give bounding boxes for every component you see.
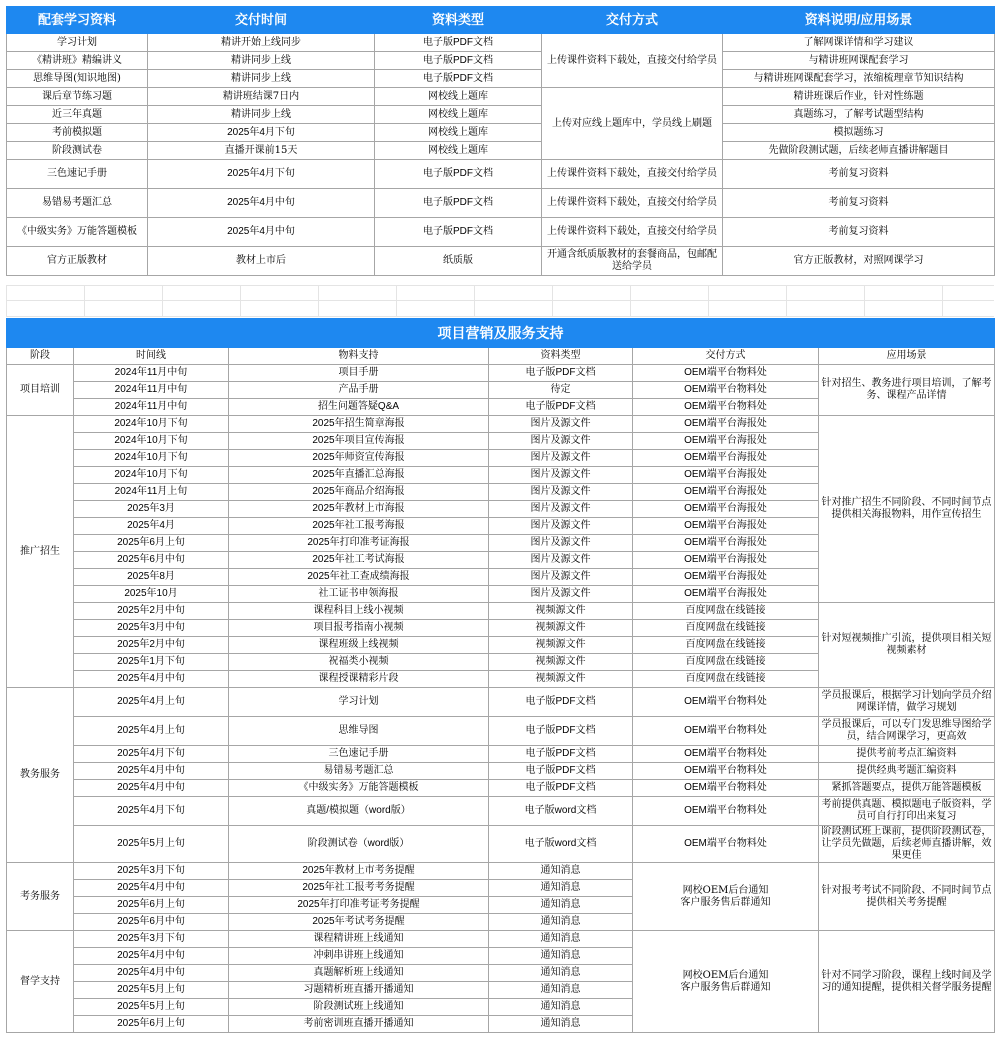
cell: 电子版PDF文档 — [375, 189, 542, 218]
cell: 精讲班课后作业，针对性练题 — [723, 88, 995, 106]
table-row — [7, 52, 995, 70]
cell: 2025年6月上旬 — [74, 1016, 229, 1033]
header-scenario: 应用场景 — [819, 348, 995, 365]
cell: OEM端平台海报处 — [633, 535, 819, 552]
cell: 针对不同学习阶段，课程上线时间及学习的通知提醒，提供相关督学服务提醒 — [819, 931, 995, 1033]
cell: OEM端平台物料处 — [633, 780, 819, 797]
study-materials-table — [6, 6, 995, 276]
cell: 2024年10月下旬 — [74, 467, 229, 484]
cell: OEM端平台物料处 — [633, 399, 819, 416]
cell: 2025年6月中旬 — [74, 552, 229, 569]
table-row — [7, 746, 995, 763]
cell: 针对短视频推广引流，提供项目相关短视频素材 — [819, 603, 995, 688]
cell: 2025年打印准考证海报 — [229, 535, 489, 552]
cell: 2025年4月中旬 — [74, 880, 229, 897]
cell: 电子版word文档 — [489, 826, 633, 863]
cell: 项目报考指南小视频 — [229, 620, 489, 637]
cell: 精讲同步上线 — [148, 106, 375, 124]
cell: 视频源文件 — [489, 654, 633, 671]
cell: 百度网盘在线链接 — [633, 620, 819, 637]
cell: 2025年10月 — [74, 586, 229, 603]
cell: 教材上市后 — [148, 247, 375, 276]
cell: 2025年4月下旬 — [148, 160, 375, 189]
cell: OEM端平台海报处 — [633, 433, 819, 450]
cell: 阶段测试班上课前，提供阶段测试卷，让学员先做题，后续老师直播讲解，效果更佳 — [819, 826, 995, 863]
cell: 提供考前考点汇编资料 — [819, 746, 995, 763]
cell: OEM端平台物料处 — [633, 717, 819, 746]
cell: 精讲同步上线 — [148, 70, 375, 88]
cell: 通知消息 — [489, 1016, 633, 1033]
cell: 2025年4月下旬 — [74, 797, 229, 826]
header-materials: 配套学习资料 — [7, 7, 148, 34]
cell: 2025年社工报考考务提醒 — [229, 880, 489, 897]
cell: 项目手册 — [229, 365, 489, 382]
cell: 习题精析班直播开播通知 — [229, 982, 489, 999]
table-row — [7, 416, 995, 433]
table-row — [7, 142, 995, 160]
cell: 上传课件资料下载处，直接交付给学员 — [542, 218, 723, 247]
cell: 2025年4月上旬 — [74, 717, 229, 746]
cell: 2025年师资宣传海报 — [229, 450, 489, 467]
cell: 2025年项目宣传海报 — [229, 433, 489, 450]
cell: OEM端平台物料处 — [633, 365, 819, 382]
cell: 2025年3月下旬 — [74, 863, 229, 880]
table-row — [7, 365, 995, 382]
table-row — [7, 70, 995, 88]
cell: 通知消息 — [489, 863, 633, 880]
cell: 2025年6月中旬 — [74, 914, 229, 931]
cell: 2025年直播汇总海报 — [229, 467, 489, 484]
cell: 《中级实务》万能答题模板 — [7, 218, 148, 247]
cell: 图片及源文件 — [489, 518, 633, 535]
cell: 2025年6月上旬 — [74, 897, 229, 914]
cell: 上传课件资料下载处，直接交付给学员 — [542, 189, 723, 218]
cell: 易错易考题汇总 — [229, 763, 489, 780]
cell: 教务服务 — [7, 688, 74, 863]
table-row — [7, 717, 995, 746]
cell: 网校线上题库 — [375, 142, 542, 160]
cell: 《中级实务》万能答题模板 — [229, 780, 489, 797]
cell: 考前提供真题、模拟题电子版资料，学员可自行打印出来复习 — [819, 797, 995, 826]
cell: 图片及源文件 — [489, 416, 633, 433]
table-row — [7, 603, 995, 620]
cell: 2025年4月 — [74, 518, 229, 535]
table-row — [7, 797, 995, 826]
cell: 针对推广招生不同阶段、不同时间节点提供相关海报物料，用作宣传招生 — [819, 416, 995, 603]
cell: 课程精讲班上线通知 — [229, 931, 489, 948]
cell: 与精讲班网课配套学习 — [723, 52, 995, 70]
header-material-type: 资料类型 — [489, 348, 633, 365]
cell: 电子版word文档 — [489, 797, 633, 826]
cell: 电子版PDF文档 — [489, 717, 633, 746]
cell: 图片及源文件 — [489, 450, 633, 467]
cell: 图片及源文件 — [489, 484, 633, 501]
cell: 上传课件资料下载处，直接交付给学员 — [542, 160, 723, 189]
cell: 2025年4月中旬 — [148, 189, 375, 218]
table-row — [7, 688, 995, 717]
cell: OEM端平台海报处 — [633, 416, 819, 433]
cell: OEM端平台海报处 — [633, 586, 819, 603]
cell: 易错易考题汇总 — [7, 189, 148, 218]
table-row — [7, 218, 995, 247]
cell: 2025年4月中旬 — [74, 780, 229, 797]
cell: 网校OEM后台通知 客户服务售后群通知 — [633, 863, 819, 931]
cell: 三色速记手册 — [7, 160, 148, 189]
cell: 三色速记手册 — [229, 746, 489, 763]
cell: 2025年4月下旬 — [148, 124, 375, 142]
cell: 考前复习资料 — [723, 189, 995, 218]
cell: 电子版PDF文档 — [489, 780, 633, 797]
cell: 先做阶段测试题，后续老师直播讲解题目 — [723, 142, 995, 160]
cell: 通知消息 — [489, 914, 633, 931]
cell: 官方正版教材，对照网课学习 — [723, 247, 995, 276]
cell: 2025年教材上市海报 — [229, 501, 489, 518]
cell: 2025年考试考务提醒 — [229, 914, 489, 931]
cell: 思维导图 — [229, 717, 489, 746]
cell: 电子版PDF文档 — [375, 160, 542, 189]
cell: 考前复习资料 — [723, 160, 995, 189]
table-row — [7, 826, 995, 863]
cell: 紧抓答题要点，提供万能答题模板 — [819, 780, 995, 797]
table-row — [7, 160, 995, 189]
cell: 网校线上题库 — [375, 124, 542, 142]
cell: 推广招生 — [7, 416, 74, 688]
table-row — [7, 863, 995, 880]
cell: 电子版PDF文档 — [375, 34, 542, 52]
cell: 网校线上题库 — [375, 106, 542, 124]
cell: 直播开课前15天 — [148, 142, 375, 160]
cell: 学习计划 — [7, 34, 148, 52]
header-description: 资料说明/应用场景 — [723, 7, 995, 34]
cell: 2025年2月中旬 — [74, 637, 229, 654]
table-header-row — [7, 348, 995, 365]
cell: 开通含纸质版教材的套餐商品，包邮配送给学员 — [542, 247, 723, 276]
cell: OEM端平台海报处 — [633, 450, 819, 467]
cell: 电子版PDF文档 — [489, 746, 633, 763]
cell: OEM端平台物料处 — [633, 746, 819, 763]
cell: 图片及源文件 — [489, 586, 633, 603]
table-row — [7, 763, 995, 780]
cell: 2025年教材上市考务提醒 — [229, 863, 489, 880]
cell: OEM端平台物料处 — [633, 797, 819, 826]
cell: 2025年社工考试海报 — [229, 552, 489, 569]
cell: 2025年3月中旬 — [74, 620, 229, 637]
cell: 课后章节练习题 — [7, 88, 148, 106]
cell: OEM端平台海报处 — [633, 484, 819, 501]
cell: 2024年11月中旬 — [74, 365, 229, 382]
cell: OEM端平台海报处 — [633, 569, 819, 586]
cell: 与精讲班网课配套学习，浓缩梳理章节知识结构 — [723, 70, 995, 88]
cell: 针对招生、教务进行项目培训，了解考务、课程产品详情 — [819, 365, 995, 416]
cell: 百度网盘在线链接 — [633, 654, 819, 671]
cell: 课程班级上线视频 — [229, 637, 489, 654]
cell: 思维导图(知识地图) — [7, 70, 148, 88]
cell: 通知消息 — [489, 999, 633, 1016]
cell: 近三年真题 — [7, 106, 148, 124]
cell: 2025年4月中旬 — [74, 671, 229, 688]
cell: OEM端平台物料处 — [633, 688, 819, 717]
cell: 2024年10月下旬 — [74, 433, 229, 450]
cell: 通知消息 — [489, 897, 633, 914]
cell: 视频源文件 — [489, 603, 633, 620]
cell: 视频源文件 — [489, 637, 633, 654]
cell: 电子版PDF文档 — [489, 688, 633, 717]
cell: 2025年5月上旬 — [74, 982, 229, 999]
table-row — [7, 247, 995, 276]
cell: 电子版PDF文档 — [375, 70, 542, 88]
cell: OEM端平台物料处 — [633, 382, 819, 399]
cell: 了解网课详情和学习建议 — [723, 34, 995, 52]
cell: 真题/模拟题（word版） — [229, 797, 489, 826]
cell: 纸质版 — [375, 247, 542, 276]
cell: 2025年5月上旬 — [74, 826, 229, 863]
header-material-type: 资料类型 — [375, 7, 542, 34]
cell: 2025年2月中旬 — [74, 603, 229, 620]
cell: 2025年3月 — [74, 501, 229, 518]
cell: 祝福类小视频 — [229, 654, 489, 671]
header-delivery-time: 交付时间 — [148, 7, 375, 34]
cell: 考前复习资料 — [723, 218, 995, 247]
header-timeline: 时间线 — [74, 348, 229, 365]
cell: 针对报考考试不同阶段、不同时间节点提供相关考务提醒 — [819, 863, 995, 931]
cell: 电子版PDF文档 — [375, 218, 542, 247]
cell: 2025年招生简章海报 — [229, 416, 489, 433]
cell: 项目培训 — [7, 365, 74, 416]
marketing-support-table — [6, 318, 995, 1033]
cell: 2025年5月上旬 — [74, 999, 229, 1016]
cell: 2024年11月上旬 — [74, 484, 229, 501]
cell: 真题解析班上线通知 — [229, 965, 489, 982]
cell: 提供经典考题汇编资料 — [819, 763, 995, 780]
cell: 产品手册 — [229, 382, 489, 399]
table-title-row — [7, 319, 995, 348]
cell: 学员报课后，根据学习计划向学员介绍网课详情，做学习规划 — [819, 688, 995, 717]
cell: 2024年10月下旬 — [74, 450, 229, 467]
cell: OEM端平台物料处 — [633, 763, 819, 780]
cell: 真题练习，了解考试题型结构 — [723, 106, 995, 124]
cell: 2025年4月中旬 — [74, 948, 229, 965]
cell: 2025年4月下旬 — [74, 746, 229, 763]
table-row — [7, 106, 995, 124]
table-row — [7, 189, 995, 218]
cell: 上传对应线上题库中，学员线上刷题 — [542, 88, 723, 160]
cell: OEM端平台海报处 — [633, 501, 819, 518]
cell: 图片及源文件 — [489, 569, 633, 586]
cell: 图片及源文件 — [489, 552, 633, 569]
header-delivery-method: 交付方式 — [633, 348, 819, 365]
cell: 上传课件资料下载处，直接交付给学员 — [542, 34, 723, 88]
table-row — [7, 34, 995, 52]
cell: 课程授课精彩片段 — [229, 671, 489, 688]
cell: 百度网盘在线链接 — [633, 603, 819, 620]
cell: 百度网盘在线链接 — [633, 637, 819, 654]
cell: 2025年4月中旬 — [148, 218, 375, 247]
cell: 视频源文件 — [489, 671, 633, 688]
cell: 阶段测试班上线通知 — [229, 999, 489, 1016]
cell: 官方正版教材 — [7, 247, 148, 276]
cell: 通知消息 — [489, 965, 633, 982]
cell: 《精讲班》精编讲义 — [7, 52, 148, 70]
cell: 网校线上题库 — [375, 88, 542, 106]
cell: 考前模拟题 — [7, 124, 148, 142]
cell: 通知消息 — [489, 948, 633, 965]
cell: 图片及源文件 — [489, 467, 633, 484]
cell: 2025年8月 — [74, 569, 229, 586]
cell: 电子版PDF文档 — [489, 399, 633, 416]
cell: 精讲开始上线同步 — [148, 34, 375, 52]
header-delivery-method: 交付方式 — [542, 7, 723, 34]
cell: 课程科目上线小视频 — [229, 603, 489, 620]
cell: 冲刺串讲班上线通知 — [229, 948, 489, 965]
cell: 通知消息 — [489, 880, 633, 897]
table-row — [7, 780, 995, 797]
cell: 精讲班结课7日内 — [148, 88, 375, 106]
cell: 通知消息 — [489, 931, 633, 948]
cell: 阶段测试卷（word版） — [229, 826, 489, 863]
cell: 2025年打印准考证考务提醒 — [229, 897, 489, 914]
cell: OEM端平台海报处 — [633, 467, 819, 484]
cell: 考务服务 — [7, 863, 74, 931]
cell: 督学支持 — [7, 931, 74, 1033]
cell: 图片及源文件 — [489, 501, 633, 518]
cell: 电子版PDF文档 — [489, 365, 633, 382]
cell: 2025年商品介绍海报 — [229, 484, 489, 501]
header-materials: 物料支持 — [229, 348, 489, 365]
cell: 2025年4月上旬 — [74, 688, 229, 717]
cell: 社工证书申领海报 — [229, 586, 489, 603]
cell: 2025年4月中旬 — [74, 965, 229, 982]
cell: 学员报课后，可以专门发思维导图给学员，结合网课学习，更高效 — [819, 717, 995, 746]
cell: 考前密训班直播开播通知 — [229, 1016, 489, 1033]
cell: 图片及源文件 — [489, 535, 633, 552]
cell: 精讲同步上线 — [148, 52, 375, 70]
cell: 2024年10月下旬 — [74, 416, 229, 433]
cell: 电子版PDF文档 — [489, 763, 633, 780]
table-row — [7, 931, 995, 948]
cell: 2024年11月中旬 — [74, 382, 229, 399]
cell: 2025年1月下旬 — [74, 654, 229, 671]
cell: 模拟题练习 — [723, 124, 995, 142]
cell: 视频源文件 — [489, 620, 633, 637]
cell: 2025年3月下旬 — [74, 931, 229, 948]
header-stage: 阶段 — [7, 348, 74, 365]
cell: 待定 — [489, 382, 633, 399]
cell: 图片及源文件 — [489, 433, 633, 450]
table-row — [7, 88, 995, 106]
cell: OEM端平台海报处 — [633, 552, 819, 569]
cell: 网校OEM后台通知 客户服务售后群通知 — [633, 931, 819, 1033]
cell: 2024年11月中旬 — [74, 399, 229, 416]
cell: 2025年社工查成绩海报 — [229, 569, 489, 586]
cell: 通知消息 — [489, 982, 633, 999]
table-title: 项目营销及服务支持 — [7, 319, 995, 348]
cell: 招生问题答疑Q&A — [229, 399, 489, 416]
cell: 百度网盘在线链接 — [633, 671, 819, 688]
cell: OEM端平台物料处 — [633, 826, 819, 863]
table-header-row — [7, 7, 995, 34]
table-row — [7, 124, 995, 142]
spreadsheet-gap — [6, 285, 994, 317]
cell: 电子版PDF文档 — [375, 52, 542, 70]
cell: 2025年社工报考海报 — [229, 518, 489, 535]
cell: OEM端平台海报处 — [633, 518, 819, 535]
cell: 阶段测试卷 — [7, 142, 148, 160]
cell: 学习计划 — [229, 688, 489, 717]
cell: 2025年4月中旬 — [74, 763, 229, 780]
cell: 2025年6月上旬 — [74, 535, 229, 552]
